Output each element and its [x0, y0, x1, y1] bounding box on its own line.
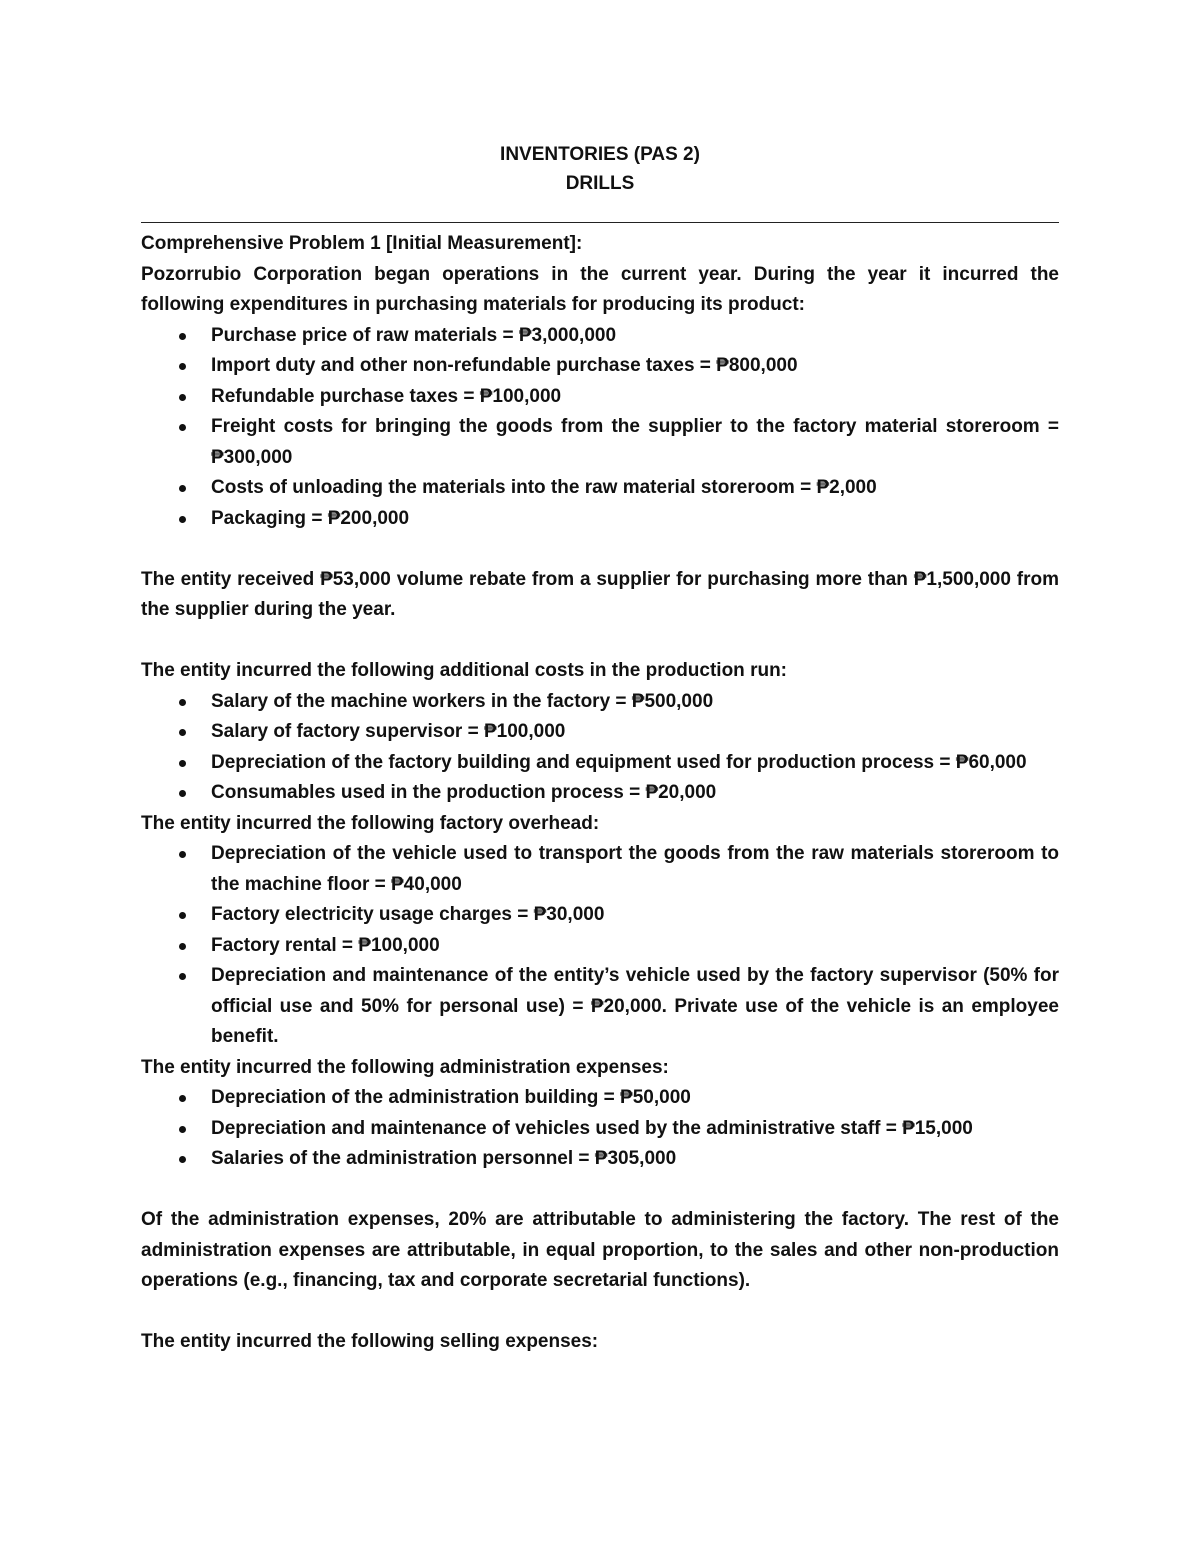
overhead-items-list — [141, 839, 1059, 1053]
list-item: Factory electricity usage charges = ₱30,000 — [211, 900, 1059, 931]
spacer — [141, 534, 1059, 565]
spacer — [141, 626, 1059, 657]
list-item: Consumables used in the production process = ₱20,000 — [211, 778, 1059, 809]
rebate-paragraph: The entity received ₱53,000 volume rebate from a supplier for purchasing more than ₱1,500,000 from the supplier during the year. — [141, 568, 1059, 620]
overhead-intro: The entity incurred the following factory overhead: — [141, 812, 600, 834]
list-item: Depreciation of the vehicle used to transport the goods from the raw materials storeroom to the machine floor = ₱40,000 — [211, 839, 1059, 900]
list-item: Factory rental = ₱100,000 — [211, 931, 1059, 962]
production-intro: The entity incurred the following additional costs in the production run: — [141, 660, 787, 681]
list-item: Salaries of the administration personnel = ₱305,000 — [211, 1144, 1059, 1175]
list-item: Depreciation and maintenance of the entity’s vehicle used by the factory supervisor (50% for official use and 50% for personal use) = ₱20,000. Private use of the vehicle is an employee benefit. — [211, 961, 1059, 1053]
document-page — [141, 140, 1059, 1358]
list-item: Depreciation of the administration building = ₱50,000 — [211, 1083, 1059, 1114]
spacer — [141, 1297, 1059, 1328]
spacer — [141, 1175, 1059, 1206]
problem-heading: Comprehensive Problem 1 [Initial Measurement]: — [141, 233, 583, 254]
admin-allocation-paragraph: Of the administration expenses, 20% are attributable to administering the factory. The rest of the administration expenses are attributable, in equal proportion, to the sales and other non-production operations (e.g., financing, tax and corporate secretarial functions). — [141, 1209, 1059, 1291]
purchase-items-list — [141, 321, 1059, 535]
list-item: Packaging = ₱200,000 — [211, 504, 1059, 535]
problem-intro: Pozorrubio Corporation began operations in the current year. During the year it incurred the following expenditures in purchasing materials for producing its product: — [141, 263, 1059, 315]
document-subtitle: DRILLS — [565, 173, 635, 194]
document-title: INVENTORIES (PAS 2) — [500, 144, 700, 165]
list-item: Import duty and other non-refundable purchase taxes = ₱800,000 — [211, 351, 1059, 382]
production-items-list — [141, 687, 1059, 809]
list-item: Depreciation and maintenance of vehicles used by the administrative staff = ₱15,000 — [211, 1114, 1059, 1145]
selling-intro: The entity incurred the following selling expenses: — [141, 1331, 599, 1352]
horizontal-divider — [141, 222, 1059, 223]
admin-intro: The entity incurred the following administration expenses: — [141, 1056, 669, 1078]
list-item: Costs of unloading the materials into the raw material storeroom = ₱2,000 — [211, 473, 1059, 504]
list-item: Salary of the machine workers in the factory = ₱500,000 — [211, 687, 1059, 718]
list-item: Salary of factory supervisor = ₱100,000 — [211, 717, 1059, 748]
list-item: Refundable purchase taxes = ₱100,000 — [211, 382, 1059, 413]
admin-items-list — [141, 1083, 1059, 1175]
list-item: Depreciation of the factory building and equipment used for production process = ₱60,000 — [211, 748, 1059, 779]
list-item: Purchase price of raw materials = ₱3,000,000 — [211, 321, 1059, 352]
list-item: Freight costs for bringing the goods from the supplier to the factory material storeroom = ₱300,000 — [211, 412, 1059, 473]
